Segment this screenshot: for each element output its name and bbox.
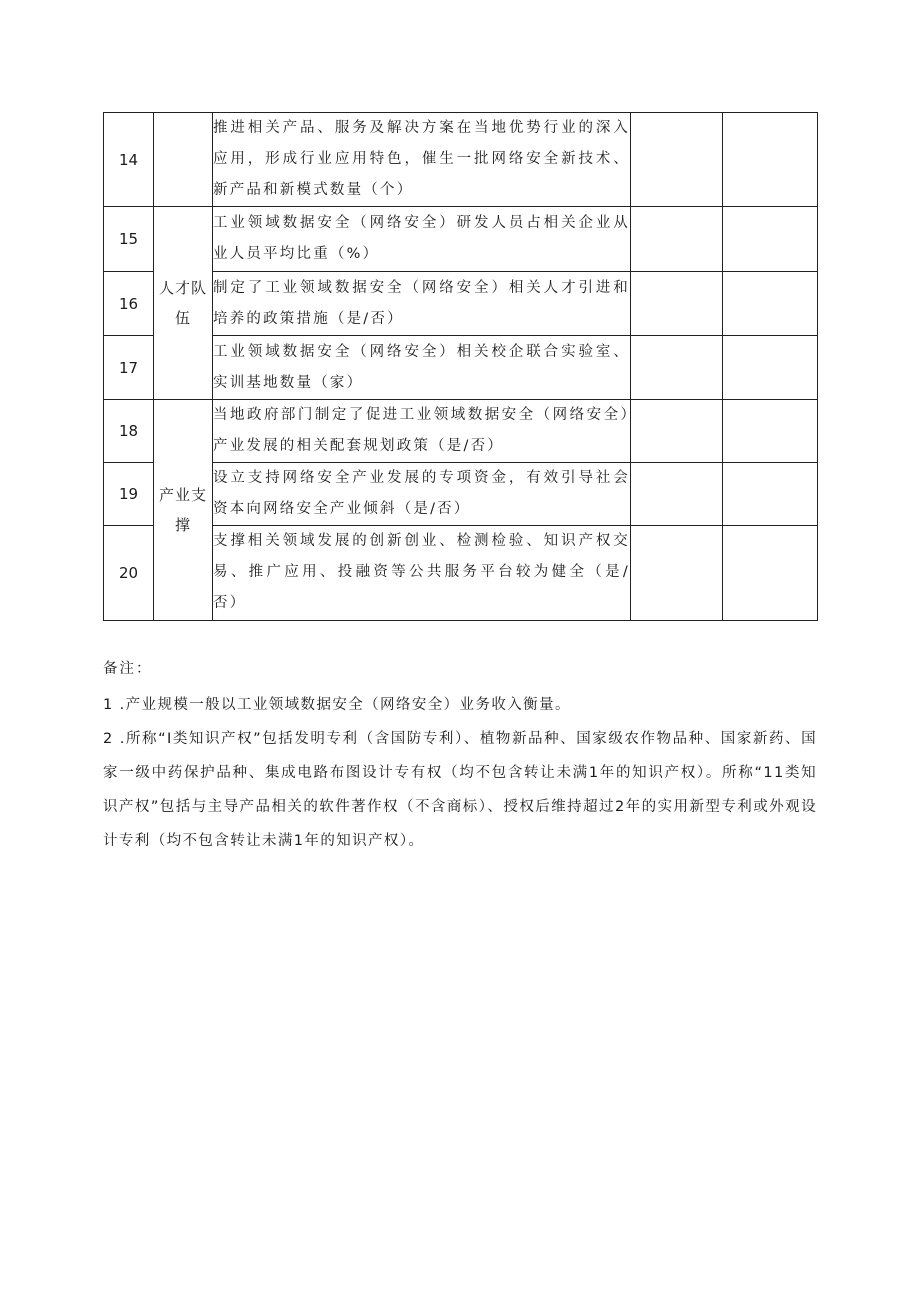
row-number: 20	[104, 526, 154, 621]
category-cell-empty	[154, 113, 213, 207]
category-industry-support: 产业支撑	[154, 400, 213, 621]
notes-section	[103, 652, 817, 858]
note-item: 2 .所称“I类知识产权”包括发明专利（含国防专利）、植物新品种、国家级农作物品种、国家新药、国家一级中药保护品种、集成电路布图设计专有权（均不包含转让未满1年的知识产权）。所称“11类知识产权”包括与主导产品相关的软件著作权（不含商标）、授权后维持超过2年的实用新型专利或外观设计专利（均不包含转让未满1年的知识产权）。	[103, 731, 817, 849]
value-cell[interactable]	[631, 113, 723, 207]
value-cell[interactable]	[631, 526, 723, 621]
score-cell[interactable]	[723, 113, 818, 207]
category-talent: 人才队伍	[154, 207, 213, 400]
score-cell[interactable]	[723, 526, 818, 621]
row-number: 18	[104, 400, 154, 463]
table-row	[104, 113, 818, 207]
row-number: 16	[104, 272, 154, 336]
value-cell[interactable]	[631, 400, 723, 463]
indicator-description: 制定了工业领域数据安全（网络安全）相关人才引进和培养的政策措施（是/否）	[213, 272, 631, 336]
table-row	[104, 207, 818, 272]
row-number: 19	[104, 463, 154, 526]
score-cell[interactable]	[723, 463, 818, 526]
score-cell[interactable]	[723, 336, 818, 400]
indicator-description: 工业领域数据安全（网络安全）相关校企联合实验室、实训基地数量（家）	[213, 336, 631, 400]
row-number: 17	[104, 336, 154, 400]
indicator-description: 设立支持网络安全产业发展的专项资金，有效引导社会资本向网络安全产业倾斜（是/否）	[213, 463, 631, 526]
value-cell[interactable]	[631, 207, 723, 272]
indicator-description: 支撑相关领域发展的创新创业、检测检验、知识产权交易、推广应用、投融资等公共服务平台较为健全（是/否）	[213, 526, 631, 621]
value-cell[interactable]	[631, 272, 723, 336]
indicator-description: 推进相关产品、服务及解决方案在当地优势行业的深入应用，形成行业应用特色，催生一批网络安全新技术、新产品和新模式数量（个）	[213, 113, 631, 207]
indicator-description: 工业领域数据安全（网络安全）研发人员占相关企业从业人员平均比重（%）	[213, 207, 631, 272]
score-cell[interactable]	[723, 400, 818, 463]
notes-heading: 备注：	[103, 661, 153, 677]
indicator-description: 当地政府部门制定了促进工业领域数据安全（网络安全）产业发展的相关配套规划政策（是/否）	[213, 400, 631, 463]
score-cell[interactable]	[723, 207, 818, 272]
value-cell[interactable]	[631, 336, 723, 400]
note-item: 1 .产业规模一般以工业领域数据安全（网络安全）业务收入衡量。	[103, 697, 571, 713]
row-number: 14	[104, 113, 154, 207]
indicator-table	[103, 112, 818, 621]
score-cell[interactable]	[723, 272, 818, 336]
value-cell[interactable]	[631, 463, 723, 526]
table-row	[104, 400, 818, 463]
row-number: 15	[104, 207, 154, 272]
